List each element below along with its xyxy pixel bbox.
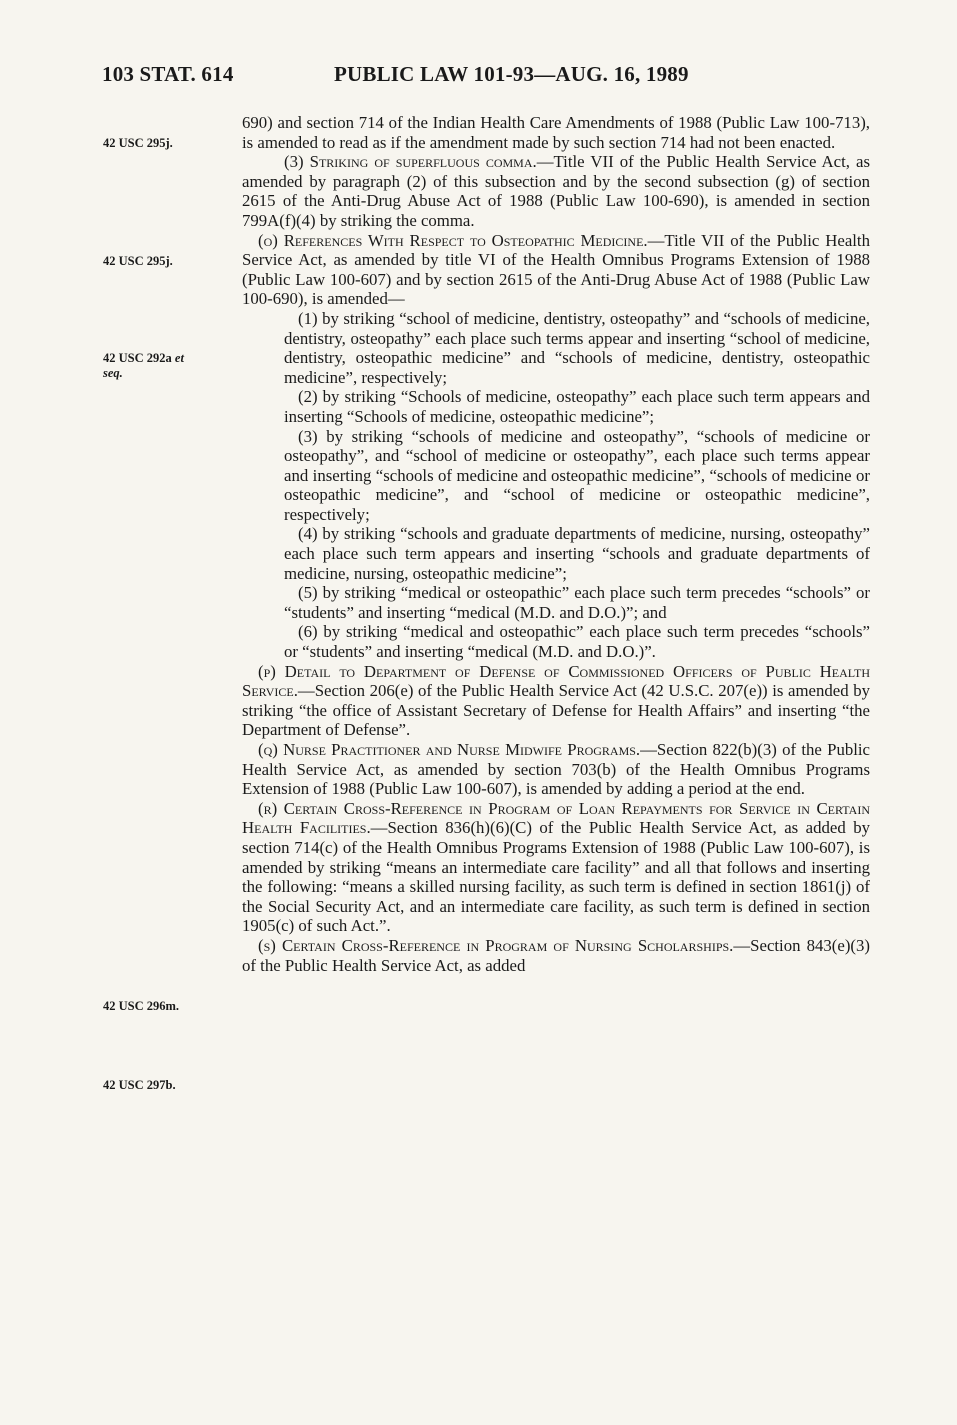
subsection-p: (p) Detail to Department of Defense of Commissioned Officers of Public Health Service.—Section 206(e) of the Public Health Service Act (42 U.S.C. 207(e)) is amended by striking “the office of Assistant Secretary of Defense for Health Affairs” and inserting “the Department of Defense”. <box>242 661 870 740</box>
subsection-q: (q) Nurse Practitioner and Nurse Midwife Programs.—Section 822(b)(3) of the Public Health Service Act, as amended by section 703(b) of the Health Omnibus Programs Extension of 1988 (Public Law 100-607), is amended by adding a period at the end. <box>242 740 870 799</box>
paragraph: (6) by striking “medical and osteopathic” each place such term precedes “schools” or “students” and inserting “medical (M.D. and D.O.)”. <box>284 622 870 662</box>
paragraph: (5) by striking “medical or osteopathic” each place such term precedes “schools” or “students” and inserting “medical (M.D. and D.O.)”; and <box>284 583 870 622</box>
paragraph: (3) by striking “schools of medicine and osteopathy”, “schools of medicine or osteopathy”, and “school of medicine or osteopathy”, each place such terms appear and inserting “schools of medicine and osteopathic medicine”, “schools of medicine or osteopathic medicine”, and “school of medicine or osteopathic medicine”, respectively; <box>284 426 870 524</box>
paragraph: 690) and section 714 of the Indian Health Care Amendments of 1988 (Public Law 100-713), is amended to read as if the amendment made by such section 714 had not been enacted. <box>242 113 870 152</box>
margin-note-usc: 42 USC 297b. <box>103 1078 176 1092</box>
statute-text <box>242 113 870 975</box>
margin-note-usc: 42 USC 292a et seq. <box>103 351 184 380</box>
subsection-s: (s) Certain Cross-Reference in Program of Nursing Scholarships.—Section 843(e)(3) of the Public Health Service Act, as added <box>242 935 870 975</box>
paragraph: (2) by striking “Schools of medicine, osteopathy” each place such term appears and inserting “Schools of medicine, osteopathic medicine”; <box>284 387 870 426</box>
page-stat-citation: 103 STAT. 614 <box>102 62 234 86</box>
margin-note-usc: 42 USC 295j. <box>103 136 173 150</box>
margin-note-usc: 42 USC 296m. <box>103 999 180 1013</box>
subsection-o: (o) References With Respect to Osteopathic Medicine.—Title VII of the Public Health Service Act, as amended by title VI of the Health Omnibus Programs Extension of 1988 (Public Law 100-607) and by section 2615 of the Anti-Drug Abuse Act of 1988 (Public Law 100-690), is amended— <box>242 230 870 309</box>
paragraph: (3) Striking of superfluous comma.—Title VII of the Public Health Service Act, as amended by paragraph (2) of this subsection and by the second subsection (g) of section 2615 of the Anti-Drug Abuse Act of 1988 (Public Law 100-690), is amended in section 799A(f)(4) by striking the comma. <box>242 152 870 230</box>
subsection-r: (r) Certain Cross-Reference in Program of Loan Repayments for Service in Certain Health Facilities.—Section 836(h)(6)(C) of the Public Health Service Act, as added by section 714(c) of the Health Omnibus Programs Extension of 1988 (Public Law 100-607), is amended by striking “means an intermediate care facility” and all that follows and inserting the following: “means a skilled nursing facility, as such term is defined in section 1861(j) of the Social Security Act, and an intermediate care facility, as such term is defined in section 1905(c) of such Act.”. <box>242 798 870 936</box>
paragraph: (1) by striking “school of medicine, dentistry, osteopathy” and “schools of medicine, dentistry, osteopathy” each place such terms appear and inserting “school of medicine, dentistry, osteopathic medicine” and “schools of medicine, dentistry, osteopathic medicine”, respectively; <box>284 308 870 387</box>
margin-note-usc: 42 USC 295j. <box>103 254 173 268</box>
paragraph: (4) by striking “schools and graduate departments of medicine, nursing, osteopathy” each place such term appears and inserting “schools and graduate departments of medicine, nursing, osteopathic medicine”; <box>284 524 870 583</box>
page-running-title: PUBLIC LAW 101-93—AUG. 16, 1989 <box>334 62 689 86</box>
